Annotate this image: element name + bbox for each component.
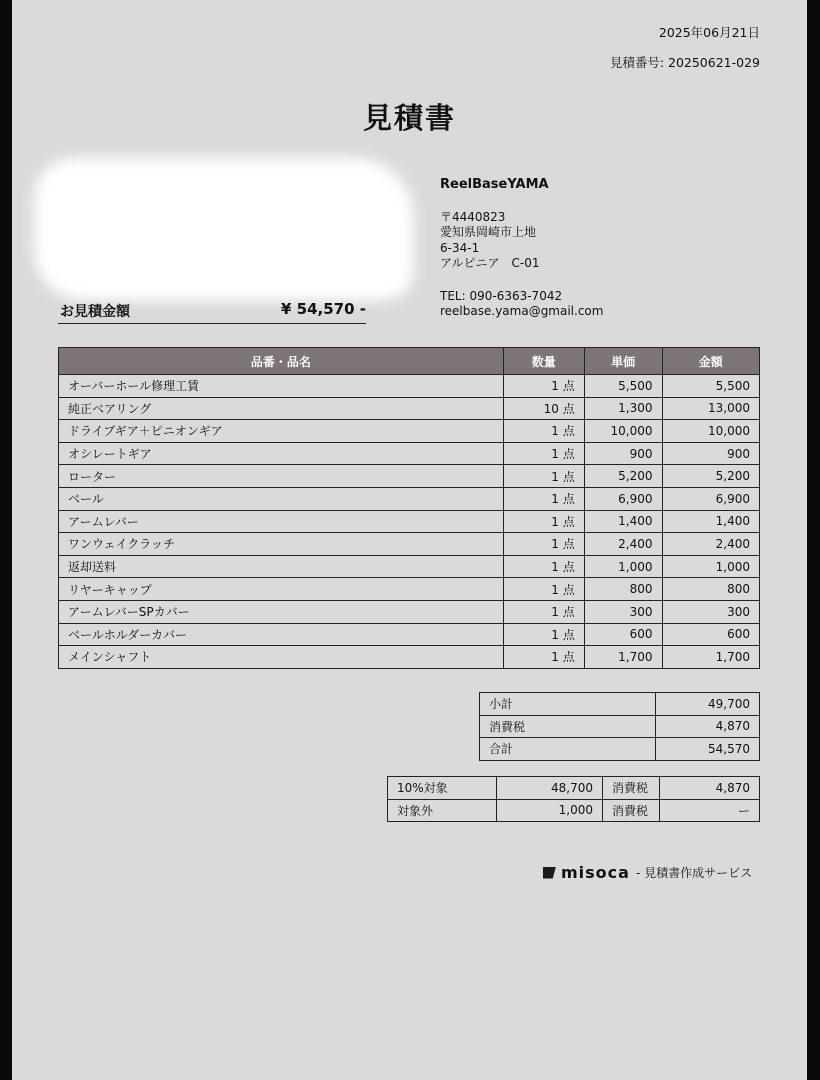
item-name: オーバーホール修理工賃 [59,375,504,398]
items-header-row [59,348,760,375]
item-amount: 1,400 [662,510,760,533]
item-unit-price: 800 [584,578,662,601]
tax-category-label: 対象外 [388,799,497,822]
tax-breakdown-row [388,777,760,800]
total-row [480,738,760,761]
table-row [59,578,760,601]
total-value: 54,570 [656,738,760,761]
item-name: ドライブギア＋ピニオンギア [59,420,504,443]
item-unit-price: 900 [584,442,662,465]
item-amount: 6,900 [662,487,760,510]
document-title: 見積書 [362,101,456,135]
quote-amount-box [58,298,366,324]
item-quantity: 1 点 [503,600,584,623]
item-quantity: 10 点 [503,397,584,420]
item-quantity: 1 点 [503,375,584,398]
table-row [59,375,760,398]
item-name: アームレバー [59,510,504,533]
item-quantity: 1 点 [503,533,584,556]
item-quantity: 1 点 [503,555,584,578]
item-name: リヤーキャップ [59,578,504,601]
issuer-email: reelbase.yama@gmail.com [440,304,604,318]
redacted-recipient [34,158,414,300]
quote-amount-value: ¥ 54,570 - [281,300,366,318]
item-quantity: 1 点 [503,510,584,533]
tax-category-amount: 1,000 [497,799,603,822]
item-name: メインシャフト [59,646,504,669]
quote-amount-label: お見積金額 [60,304,130,320]
item-amount: 900 [662,442,760,465]
issuer-tel: TEL: 090-6363-7042 [440,288,563,303]
tax-label: 消費税 [480,715,656,738]
header-quantity: 数量 [503,348,584,375]
brand-logo-text: misoca [561,863,630,882]
item-name: ベール [59,487,504,510]
item-unit-price: 5,200 [584,465,662,488]
issuer-name: ReelBaseYAMA [440,177,549,192]
item-name: ベールホルダーカバー [59,623,504,646]
table-row [59,487,760,510]
issuer-postal: 〒4440823 [440,209,506,224]
table-row [59,442,760,465]
table-row [59,465,760,488]
brand-caption: - 見積書作成サービス [635,866,753,880]
item-amount: 1,000 [662,555,760,578]
table-row [59,646,760,669]
header-amount: 金額 [662,348,760,375]
tax-breakdown-table [387,776,760,822]
item-quantity: 1 点 [503,420,584,443]
tax-category-tax-label: 消費税 [603,777,660,800]
table-row [59,420,760,443]
item-unit-price: 10,000 [584,420,662,443]
tax-row [480,715,760,738]
item-quantity: 1 点 [503,578,584,601]
totals-table [479,692,760,761]
item-unit-price: 1,000 [584,555,662,578]
subtotal-row [480,693,760,716]
issuer-address-2: 6-34-1 [440,240,480,255]
header-unit-price: 単価 [584,348,662,375]
item-name: 純正ベアリング [59,397,504,420]
item-unit-price: 1,400 [584,510,662,533]
issuer-info [440,177,603,320]
total-label: 合計 [480,738,656,761]
table-row [59,623,760,646]
item-unit-price: 6,900 [584,487,662,510]
item-amount: 1,700 [662,646,760,669]
item-quantity: 1 点 [503,465,584,488]
item-name: ワンウェイクラッチ [59,533,504,556]
item-quantity: 1 点 [503,487,584,510]
item-quantity: 1 点 [503,442,584,465]
item-amount: 10,000 [662,420,760,443]
document-page [12,0,807,1080]
table-row [59,397,760,420]
tax-category-amount: 48,700 [497,777,603,800]
item-amount: 13,000 [662,397,760,420]
table-row [59,555,760,578]
tax-category-tax-label: 消費税 [603,799,660,822]
item-name: 返却送料 [59,555,504,578]
issuer-address-1: 愛知県岡崎市上地 [440,225,537,239]
item-name: アームレバーSPカバー [59,600,504,623]
item-amount: 300 [662,600,760,623]
item-amount: 800 [662,578,760,601]
table-row [59,600,760,623]
subtotal-value: 49,700 [656,693,760,716]
tax-category-label: 10%対象 [388,777,497,800]
item-unit-price: 600 [584,623,662,646]
item-name: ローター [59,465,504,488]
item-quantity: 1 点 [503,623,584,646]
item-amount: 5,200 [662,465,760,488]
misoca-logo-icon [543,867,556,879]
table-row [59,533,760,556]
items-table [58,347,760,669]
header-item-name: 品番・品名 [59,348,504,375]
table-row [59,510,760,533]
tax-value: 4,870 [656,715,760,738]
item-name: オシレートギア [59,442,504,465]
tax-category-tax: ー [660,799,760,822]
tax-breakdown-row [388,799,760,822]
item-amount: 600 [662,623,760,646]
quote-number: 見積番号: 20250621-029 [609,55,760,70]
item-quantity: 1 点 [503,646,584,669]
item-amount: 2,400 [662,533,760,556]
item-unit-price: 1,700 [584,646,662,669]
subtotal-label: 小計 [480,693,656,716]
item-unit-price: 300 [584,600,662,623]
item-amount: 5,500 [662,375,760,398]
item-unit-price: 5,500 [584,375,662,398]
issuer-building: アルピニア C-01 [440,256,540,270]
service-branding [543,863,752,882]
tax-category-tax: 4,870 [660,777,760,800]
item-unit-price: 1,300 [584,397,662,420]
item-unit-price: 2,400 [584,533,662,556]
issue-date: 2025年06月21日 [658,25,760,40]
